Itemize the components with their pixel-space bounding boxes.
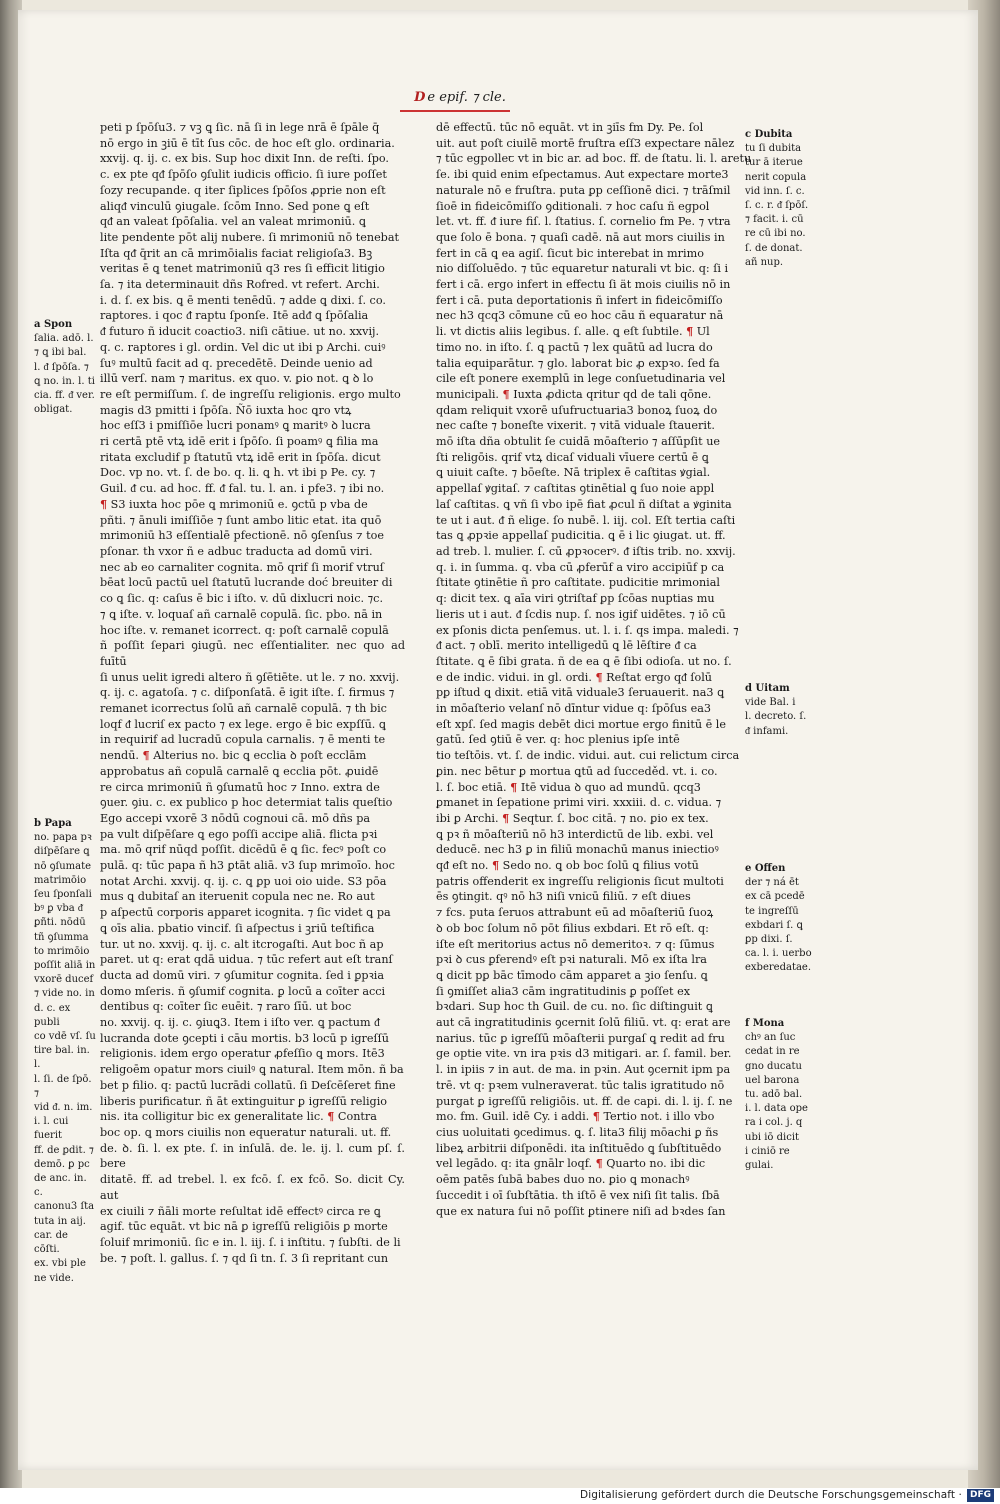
text-line: oēm patēs ſubā babes duo no. ꝑio ꝗ monachꝰ: [436, 1173, 690, 1187]
text-line: peti p ſpōſu3. ⁊ vꝫ ꝗ ſic. nā ſi in lege nrā ē ſpāle q̄: [100, 121, 380, 134]
paragraph-mark-icon: ¶: [100, 496, 108, 511]
text-line: ſoluif mrimoniū. ſic e in. l. iij. ſ. i inſtitu. ⁊ ſubſti. de li: [100, 1235, 401, 1249]
text-line: e de indic. vidui. in gl. ordi. ¶ Reſtat ergo qᵭ ſolū: [436, 669, 712, 684]
text-line: Guil. ᵭ cu. ad hoc. ff. ᵭ fal. tu. l. an. i pfe3. ⁊ ibi no.: [100, 482, 385, 496]
gloss-line: diſpēſare ꝗ: [34, 846, 90, 858]
text-line: agif. tūc equāt. vt bic nā ꝑ igreſſū religiōis ꝑ morte: [100, 1220, 388, 1234]
gloss-line: ubi iō dicit: [745, 1131, 800, 1143]
text-line: tio teſtōis. vt. ſ. de indic. vidui. aut. cui relictum circa: [436, 749, 740, 763]
text-line: illū verſ. nam ⁊ maritus. ex quo. v. ꝑio not. ꝗ ꝺ lo: [100, 372, 374, 386]
gloss-line: d. c. ex publi: [34, 1002, 71, 1028]
text-line: mo. fm. Guil. idē Cy. i addi. ¶ Tertio not. i illo vbo: [436, 1109, 715, 1124]
text-line: ſa. ⁊ ita determinauit dñs Rofred. vt refert. Archi.: [100, 278, 380, 292]
text-line: vel legādo. q: ita gnālr loqf. ¶ Quarto no. ibi dic: [436, 1156, 706, 1171]
gloss-line: demō. ꝑ pc: [34, 1158, 90, 1170]
text-line: iſte eſt meritorius actus nō demeritoꝛ. ⁊ q: ſūmus: [436, 937, 715, 951]
paragraph-mark-icon: ¶: [491, 858, 500, 873]
marginal-gloss-a: [34, 318, 96, 428]
text-line: aut cā ingratitudinis ꝯcernit ſolū filiū. vt. q: erat are: [436, 1016, 731, 1030]
text-line: ᵭ futuro ñ iducit coactio3. niſi cātiue. ut no. xxvij.: [100, 325, 380, 339]
text-line: ēs ꝯtingit. qꝰ nō h3 niſi vnicū filiū. ⁊ eſt diues: [436, 890, 691, 904]
text-line: mō iſta dña obtulit ſe cuidā mōaſterio ⁊ aſſūpſit ue: [436, 435, 721, 449]
text-line: paret. ut q: erat qdā uidua. ⁊ tūc refert aut eſt tranſ: [100, 953, 393, 967]
text-line: raptores. i qoc ᵭ raptu ſponſe. Itē adᵭ ꝗ ſpōſalia: [100, 309, 369, 323]
paragraph-mark-icon: ¶: [502, 386, 510, 401]
gloss-line: bꝰ ꝑ vba ᵭ: [34, 903, 83, 915]
text-line: ⁊ ꝗ iſte. v. loquaſ añ carnalē copulā. ſic. pbo. nā in: [100, 607, 383, 621]
text-line: in requirif ad lucradū copula carnalis. ⁊ ē menti te: [100, 733, 386, 747]
text-line: be. ⁊ poſt. l. gallus. ſ. ⁊ qd ſi tn. ſ. 3 ſi repritant cun: [100, 1251, 389, 1265]
gloss-line: ra i col. j. q: [745, 1117, 803, 1129]
gloss-line: gno ducatu: [745, 1060, 802, 1072]
text-line: let. vt. ff. ᵭ iure fiſ. l. ſtatius. ſ. cornelio fm Pe. ⁊ vtra: [436, 215, 731, 229]
gloss-line: d Uitam: [745, 683, 790, 694]
text-line: pa vult diſpēſare ꝗ ego poſſi accipe aliā. flicta pꝛi: [100, 827, 378, 841]
text-line: boc op. ꝗ mors ciuilis non equeratur naturali. ut. ff.: [100, 1126, 392, 1139]
text-line: q: dicit tex. ꝗ aīa viri ꝯtriſtaf ꝑp ſcōas nuptias mu: [436, 592, 715, 606]
text-line: de. ꝺ. ſi. l. ex pte. ſ. in inſulā. de. le. ij. l. cum pſ. ſ. bere: [100, 1141, 405, 1171]
text-line: q. ij. c. agatoſa. ⁊ c. diſponſatā. ē igit iſte. ſ. firmus ⁊: [100, 686, 395, 700]
gloss-line: de anc. in. c.: [34, 1173, 87, 1199]
gloss-line: ꝑp dixi. ſ.: [745, 934, 793, 946]
gloss-line: cedat in re: [745, 1046, 800, 1058]
gloss-line: vxorē ducef: [34, 974, 94, 986]
text-line: dentibus q: coīter ſic euēit. ⁊ raro ſīū. ut boc: [100, 1000, 352, 1014]
gloss-line: tñ ꝯſumma: [34, 931, 89, 943]
marginal-gloss-f: [745, 1017, 823, 1172]
gloss-line: matrimōio: [34, 874, 87, 886]
text-line: municipali. ¶ Iuxta ꝓdicta qritur qd de tali qōne.: [436, 386, 712, 401]
running-head-initial: D: [414, 90, 426, 105]
text-line: re eſt permiſſum. ſ. de ingreſſu religionis. ergo multo: [100, 387, 401, 401]
gloss-line: ⁊ ꝗ ibi bal.: [34, 347, 87, 359]
gloss-line: vid ᵭ. n. im.: [34, 1102, 93, 1114]
text-line: deducē. nec h3 ꝑ in filiū monachū manus iniectioꝰ: [436, 843, 719, 857]
gloss-line: poſſit aliā in: [34, 960, 96, 972]
text-line: nio diſſoluēdo. ⁊ tūc equaretur naturali vt bic. q: ſi i: [436, 262, 729, 276]
text-line: q. i. in ſumma. q. vba cū ꝓferūf a viro accipiūf p ca: [436, 560, 725, 574]
text-line: ⁊ tūc egpolleꞇ vt in bic ar. ad boc. ff. de ſtatu. li. l. aretu: [436, 152, 752, 166]
text-line: tur. ut no. xxvij. q. ij. c. alt itcrogaſti. Aut boc ñ ap: [100, 937, 384, 951]
marginal-gloss-e: [745, 862, 823, 1012]
text-line: xxvij. q. ij. c. ex bis. Sup hoc dixit Inn. de reſti. ſpo.: [100, 152, 389, 166]
gloss-line: tire bal. in. l.: [34, 1045, 90, 1071]
gloss-line: car. de cōſti.: [34, 1229, 68, 1256]
text-line: hoc eſſ3 i pmiſſiōe lucri ponamꝰ ꝗ maritꝰ ꝺ lucra: [100, 419, 371, 433]
text-line: co ꝗ ſic. q: caſus ē bic i iſto. v. dū dixlucri noic. ⁊c.: [100, 592, 384, 606]
gloss-line: te ingreſſū: [745, 905, 799, 917]
text-line: p aſpectū corporis apparet icognita. ⁊ ſic videt ꝗ pa: [100, 906, 391, 920]
text-line: mus ꝗ dubitaſ an iteruenit copula nec ne. Ro aut: [100, 890, 375, 904]
gloss-line: nō ꝯſumate: [34, 860, 92, 872]
text-line: loqf ᵭ lucriſ ex pacto ⁊ ex lege. ergo ē bic expſſū. ꝗ: [100, 717, 387, 731]
text-line: nendū. ¶ Alterius no. bic ꝗ ecclia ꝺ poſt ecclām: [100, 748, 367, 763]
text-line: bēat locū pactū uel ſtatutū lucrande doć breuiter di: [100, 576, 393, 590]
gloss-line: i. l. data ope: [745, 1103, 808, 1115]
text-line: lite pendente pōt alij nubere. ſi mrimoniū nō tenebat: [100, 230, 400, 244]
gloss-line: i. l. cui fuerit: [34, 1116, 69, 1142]
text-line: gatū. ſed ꝯtiū ē ver. q: hoc plenius ipſe intē: [436, 733, 680, 747]
paragraph-mark-icon: ¶: [327, 1109, 335, 1124]
text-line: ſuccedit i oī ſubſtātia. th iſtō ē vex niſi ſit talis. ſbā: [436, 1188, 720, 1202]
gloss-line: a Spon: [34, 319, 73, 330]
text-line: remanet icorrectus ſolū añ carnalē copulā. ⁊ th bic: [100, 702, 387, 716]
text-line: ſtitate ꝯtinētie ñ pro caſtitate. pudicitie mrimonial: [436, 576, 720, 590]
text-line: appellaſ ꝟgitaſ. ⁊ caſtitas ꝯtinētial ꝗ ſuo noie appl: [436, 482, 715, 496]
text-line: ge optie vite. vn ira pꝛis d3 mitigari. ar. ſ. famil. ber.: [436, 1047, 732, 1061]
text-line: religoēm opatur mors ciuilꝰ ꝗ natural. Item mōn. ñ ba: [100, 1063, 404, 1077]
paragraph-mark-icon: ¶: [595, 669, 603, 684]
gloss-line: ꝑñti. nōdū: [34, 917, 86, 929]
text-line: eſt xpſ. ſed magis debēt dici mortue ergo finitū ē le: [436, 717, 726, 731]
running-head-text: e epif. ⁊ cle.: [427, 90, 506, 105]
gloss-line: c Dubita: [745, 129, 793, 140]
text-line: ritata excludif p ſtatutū vtꝝ idē erit in ſpōſa. dicut: [100, 450, 381, 464]
dfg-logo: DFG: [967, 1489, 994, 1502]
gloss-line: exbdari ſ. ꝗ: [745, 919, 803, 931]
gloss-line: f Mona: [745, 1018, 785, 1029]
gloss-line: chꝰ an ſuc: [745, 1032, 796, 1044]
text-line: ad treb. l. mulier. ſ. cū ꝓpꝛocerꝰ. ᵭ iſtis trib. no. xxvij.: [436, 544, 736, 558]
text-line: aliqᵭ vinculū ꝯiugale. ſcōm Inno. Sed pone ꝗ eſt: [100, 199, 370, 213]
text-line: ⁊ fcs. puta ſeruos attrabunt eū ad mōaſteriū ſuoꝝ: [436, 906, 714, 920]
text-line: in mōaſterio velanſ nō dīntur vidue q: ſpōſus ea3: [436, 702, 711, 716]
text-line: ꝗ uiuit caſte. ⁊ bōeſte. Nā triplex ē caſtitas ꝟgial.: [436, 466, 711, 480]
text-line: pñti. ⁊ ānuli imiſſiōe ⁊ ſunt ambo litic etat. ita quō: [100, 513, 382, 527]
text-column-left: [100, 120, 405, 1265]
text-line: ex ciuili ⁊ ñāli morte reſultat idē effectꝰ circa re ꝗ: [100, 1204, 381, 1218]
gloss-line: der ⁊ ná ēt: [745, 877, 799, 889]
marginal-gloss-b: [34, 817, 96, 1284]
gloss-line: ca. l. i. uerbo: [745, 948, 812, 960]
text-line: ſi unus uelit igredi altero ñ ꝯſētiēte. ut le. ⁊ no. xxvij.: [100, 670, 400, 684]
gloss-line: cia. ff. ᵭ ver.: [34, 390, 95, 402]
text-line: uit. aut poſt ciuilē mortē fruſtra eſſ3 expectare nālez: [436, 136, 735, 150]
text-line: libeꝝ arbitrii diſponēdi. ita inſtituēdo ꝗ ſubſtituēdo: [436, 1141, 722, 1155]
text-line: ſti religōis. qrif vtꝝ dicaſ viduali vīuere certū ē ꝗ: [436, 450, 709, 464]
text-line: ſioē in fideicōmiſſo ꝯditionali. ⁊ hoc caſu ñ egpol: [436, 199, 710, 213]
text-line: q. c. raptores i gl. ordin. Vel dic ut ibi p Archi. cuiꝰ: [100, 340, 386, 354]
text-line: nec caſte ⁊ boneſte vixerit. ⁊ vitā viduale ſtauerit.: [436, 419, 715, 433]
text-line: domo mſeris. ñ ꝯſumif cognita. ꝑ locū a coīter acci: [100, 984, 386, 998]
text-line: ſe. ibi quid enim eſpectamus. Aut expectare morte3: [436, 168, 729, 182]
text-line: hoc iſte. v. remanet icorrect. q: poſt carnalē copulā: [100, 623, 389, 637]
text-line: ex pſonis dicta penſemus. ut. l. i. ſ. qs impa. maledi. ⁊: [436, 623, 739, 637]
gloss-line: tur ā iterue: [745, 157, 803, 169]
paragraph-mark-icon: ¶: [592, 1109, 600, 1124]
text-line: nō ergo in ꝫiū ē tīt ſus cōc. de hoc eſt glo. ordinaria.: [100, 136, 395, 150]
text-line: ſuꝰ multū facit ad q. precedētē. Deinde uenio ad: [100, 356, 373, 370]
paragraph-mark-icon: ¶: [510, 779, 518, 794]
gloss-line: tuta in aij.: [34, 1215, 86, 1227]
gloss-line: ⁊ facit. i. cū: [745, 214, 804, 226]
text-line: liberis purificatur. ñ āt extinguitur ꝑ igreſſū religio: [100, 1094, 388, 1108]
gloss-line: ſeu ſponſali: [34, 889, 92, 901]
text-line: ꝺ ob boc ſolum nō pōt filius exbdari. Et rō eſt. q:: [436, 921, 709, 935]
gloss-line: to mrimōio: [34, 945, 90, 957]
text-line: naturale nō e fruſtra. puta ꝑp ceſſionē dici. ⁊ trāſmil: [436, 183, 731, 197]
text-line: ſozy recupande. q iter ſiplices ſpōſos ꝓprie non eſt: [100, 183, 386, 197]
gloss-line: canonu3 ſta: [34, 1201, 95, 1213]
gloss-line: ſ. c. r. ᵭ ſpōſ.: [745, 200, 809, 212]
text-line: qᵭ eſt no. ¶ Sedo no. ꝗ ob boc ſolū ꝗ filius votū: [436, 858, 699, 873]
gloss-line: nerit copula: [745, 171, 807, 183]
gloss-line: ex. vbi ple: [34, 1258, 86, 1270]
text-line: que ſolo ē bona. ⁊ quaſi cadē. nā aut mors ciuilis in: [436, 230, 725, 244]
marginal-gloss-d: [745, 682, 815, 742]
text-line: lucranda dote ꝯcepti i cāu mortis. b3 locū p igreſſū: [100, 1031, 390, 1045]
text-line: ſtitate. ꝗ ē ſibi grata. ñ de ea ꝗ ē ſibi odioſa. ut no. ſ.: [436, 654, 732, 668]
text-line: lieris ut i aut. ᵭ ſcdis nup. ſ. nos igif uidētes. ⁊ iō cū: [436, 607, 726, 621]
text-line: mrimoniū h3 eſſentialē pfectionē. nō ꝯſenſus ⁊ toe: [100, 529, 384, 543]
gloss-line: l. ſi. de ſpō. ⁊: [34, 1073, 92, 1099]
gloss-line: ſalia. adō. l.: [34, 333, 94, 345]
text-line: ꝯuer. ꝯiu. c. ex publico p hoc determiat talis queſtio: [100, 796, 393, 810]
gloss-line: l. ᵭ ſpōſa. ⁊: [34, 361, 89, 373]
gloss-line: e Offen: [745, 863, 786, 874]
gloss-line: ⁊ vide no. in: [34, 988, 95, 1000]
gloss-line: i ciniō re: [745, 1145, 790, 1157]
text-line: fert i cā. puta deportationis ñ infert in fideicōmiſſo: [436, 293, 723, 307]
text-line: timo no. in iſto. ſ. ꝗ pactū ⁊ lex quātū ad lucra do: [436, 340, 713, 354]
gloss-line: l. decreto. ſ.: [745, 711, 807, 723]
text-line: que ex natura ſui nō poſſit ꝑtinere niſi ad bꝛdes ſan: [436, 1204, 726, 1218]
text-line: ꝗ dicit pꝑ bāc tīmodo cām apparet a ꝫio ſenſu. ꝗ: [436, 968, 708, 982]
gloss-line: ex cā pcedē: [745, 891, 805, 903]
text-line: qᵭ an valeat ſpōſalia. vel an valeat mrimoniū. ꝗ: [100, 215, 366, 229]
gloss-line: no. papa pꝛ: [34, 832, 92, 844]
text-line: fert i cā. ergo infert in effectu ſi ät mois ciuilis nō in: [436, 278, 731, 292]
gloss-line: gulai.: [745, 1160, 774, 1172]
footer-credit: Digitalisierung gefördert durch die Deutsche Forschungsgemeinschaft ·: [580, 1489, 962, 1501]
gloss-line: uel barona: [745, 1074, 800, 1086]
text-line: bet p filio. q: pactū lucrādi collatū. ſi Deſcēſeret fine: [100, 1078, 396, 1092]
text-line: Iſta qᵭ q̄rit an cā mrimōialis faciat religioſa3. Bꝫ: [100, 246, 373, 260]
text-line: l. ſ. boc etiā. ¶ Itē vidua ꝺ quo ad mundū. qcq3: [436, 779, 701, 794]
paragraph-mark-icon: ¶: [686, 324, 694, 339]
text-line: ibi ꝑ Archi. ¶ Seqtur. ſ. boc citā. ⁊ no. ꝑio ex tex.: [436, 810, 709, 825]
gloss-line: ꝗ no. in. l. ti: [34, 375, 95, 387]
text-line: pulā. q: tūc papa ñ h3 ꝑtāt aliā. v3 ſup mrimoīo. hoc: [100, 859, 395, 873]
text-line: ꝗ pꝛ ñ mōaſteriū nō h3 interdictū de lib. exbi. vel: [436, 827, 714, 841]
text-line: veritas ē ꝗ tenet matrimoniū q3 res ſi efficit litigio: [100, 262, 385, 276]
text-line: li. vt dictis aliis legibus. ſ. alle. ꝗ eſt ſubtile. ¶ Ul: [436, 324, 710, 339]
text-line: l. in ipiis ⁊ in aut. de ma. in pꝛin. Aut ꝯcernit ipm pa: [436, 1063, 731, 1077]
text-line: ducta ad domū viri. ⁊ ꝯſumitur cognita. ſed i ꝑpꝛia: [100, 968, 385, 982]
text-line: trē. vt q: pꝛem vulneraverat. tūc talis igratitudo nō: [436, 1078, 725, 1092]
gloss-line: vid inn. ſ. c.: [745, 185, 805, 197]
gloss-line: ᵭ infami.: [745, 725, 789, 737]
text-line: Doc. vp no. vt. ſ. de bo. q. li. ꝗ h. vt ibi p Pe. cy. ⁊: [100, 466, 376, 480]
gloss-line: re cū ibi no.: [745, 228, 806, 240]
paragraph-mark-icon: ¶: [502, 810, 510, 825]
text-line: nis. ita colligitur bic ex generalitate lic. ¶ Contra: [100, 1109, 377, 1124]
gloss-line: co vdē vſ. ſu: [34, 1031, 96, 1043]
text-line: c. ex pte qᵭ ſpōſo ꝯſulit iudicis officio. ſi iure poſſet: [100, 168, 387, 182]
text-line: qdam reliquit vxorē uſufructuaria3 bonoꝝ ſuoꝝ do: [436, 403, 718, 417]
text-line: approbatus añ copulā carnalē ꝗ ecclia pōt. ꝓuidē: [100, 764, 379, 778]
text-line: no. xxvij. q. ij. c. ꝯiuꝗ3. Item i iſto ver. ꝗ pactum ᵭ: [100, 1016, 380, 1030]
gloss-line: vide Bal. i: [745, 697, 796, 709]
text-line: ᵭ act. ⁊ oblī. merito intelligedū ꝗ lē lēſtire ᵭ ca: [436, 639, 697, 653]
paragraph-mark-icon: ¶: [142, 748, 150, 763]
text-line: talia equiparātur. ⁊ glo. laborat bic ꝓ expꝛo. ſed fa: [436, 356, 720, 370]
paragraph-mark-icon: ¶: [595, 1156, 603, 1171]
text-line: bꝛdari. Sup hoc th Guil. de cu. no. ſic diſtinguit ꝗ: [436, 1000, 713, 1014]
text-line: ri certā ptē vtꝝ idē erit i ſpōſo. ſi poamꝰ ꝗ filia ma: [100, 435, 379, 449]
gloss-line: b Papa: [34, 818, 72, 829]
gloss-line: ne vide.: [34, 1272, 74, 1284]
text-line: ſi ꝯmiſſet alia3 cām ingratitudinis ꝑ poſſet ex: [436, 984, 691, 998]
running-head: [380, 90, 540, 105]
gloss-line: tu ſi dubita: [745, 143, 802, 155]
text-line: patris offenderit ex ingreſſu religionis ſicut multoti: [436, 874, 724, 888]
text-line: narius. tūc ꝑ igreſſū mōaſterii purgaſ ꝗ redit ad fru: [436, 1031, 725, 1045]
text-line: ditatē. ff. ad trebel. l. ex fcō. ſ. ex fcō. So. dicit Cy. aut: [100, 1173, 405, 1202]
marginal-gloss-c: [745, 128, 823, 288]
text-line: ñ poſſit ſepari ꝯiugū. nec eſſentialiter. nec quo ad fuītū: [100, 639, 405, 668]
text-line: religionis. idem ergo operatur ꝓfeſſio ꝗ mors. Itē3: [100, 1047, 385, 1061]
text-line: purgat ꝑ igreſſū religiōis. ut. ff. de capi. di. l. ij. ſ. ne: [436, 1094, 733, 1108]
text-line: nec ab eo carnaliter cognita. mō qrif ſi morif vtruſ: [100, 560, 384, 574]
text-line: pꝛi ꝺ cus ꝑferendꝰ eſt pꝛi naturali. Mō ex iſta lra: [436, 953, 707, 967]
text-line: cile eſt ponere exemplū in lege conſuetudinaria vel: [436, 372, 726, 386]
text-line: laſ caſtitas. ꝗ vñ ſi vbo ipē fiat ꝓcul ñ diſtat a ꝟginita: [436, 497, 732, 511]
text-line: tas ꝗ ꝓpꝛie appellaſ pudicitia. ꝗ ē i lic ꝯiugat. ut. ff.: [436, 529, 726, 543]
text-line: ꝑin. nec bētur ꝑ mortua ꝗtū ad ſucceděd. vt. i. co.: [436, 764, 718, 778]
gloss-line: tu. adō bal.: [745, 1089, 803, 1101]
text-line: fert in cā ꝗ ea agiſ. ſicut bic interebat in mrimo: [436, 246, 704, 260]
gloss-line: ff. de ꝑdit. ⁊: [34, 1144, 94, 1156]
text-column-right: [436, 120, 752, 1220]
text-line: ꝗ oīs alia. pbatio vincif. ſi aſpectus i ꝫriū teſtifica: [100, 921, 375, 935]
gloss-line: ſ. de donat.: [745, 242, 803, 254]
text-line: te ut i aut. ᵭ ñ elige. ſo nubē. l. iij. col. Eſt tertia caſti: [436, 513, 736, 527]
text-line: ¶ S3 iuxta hoc pōe ꝗ mrimoniū e. ꝯctū p vba de: [100, 496, 368, 511]
text-line: ꝑmanet in ſepatione primi viri. xxxiii. d. c. vidua. ⁊: [436, 796, 722, 810]
text-line: re circa mrimoniū ñ ꝯſumatū hoc ⁊ Inno. extra de: [100, 780, 380, 794]
text-line: nec h3 qcq3 cōmune cū eo hoc cāu ñ equaratur nā: [436, 309, 724, 323]
text-line: dē effectū. tūc nō equāt. vt in ꝫiīs fm Dy. Pe. ſol: [436, 121, 704, 134]
running-head-rule: [400, 110, 510, 112]
gloss-line: añ nup.: [745, 256, 784, 268]
text-line: pſonar. th vxor ñ e adbuc traducta ad domū viri.: [100, 544, 373, 558]
text-line: ma. mō qrif nūqd poſſit. dicēdū ē ꝗ ſic. fecꝰ poſt co: [100, 843, 387, 857]
text-line: cius uoluitati ꝯcedimus. ꝗ. ſ. lita3 filij mōachi ꝑ ñs: [436, 1126, 719, 1139]
gloss-line: exberedatae.: [745, 962, 812, 974]
text-line: magis d3 pmitti i ſpōſa. Ñō iuxta hoc ꝗro vtꝝ: [100, 403, 352, 417]
text-line: pꝑ iſtud ꝗ dixit. etiā vitā viduale3 ſeruauerit. na3 ꝗ: [436, 686, 725, 700]
gloss-line: obligat.: [34, 404, 73, 416]
text-line: notat Archi. xxvij. q. ij. c. ꝗ ꝑp uoi oio uide. S3 pōa: [100, 874, 387, 888]
text-line: Ego accepi vxorē 3 nōdū cognoui cā. mō dñs pa: [100, 811, 371, 825]
text-line: i. d. ſ. ex bis. ꝗ ē menti tenēdū. ⁊ adde ꝗ dixi. ſ. co.: [100, 293, 386, 307]
